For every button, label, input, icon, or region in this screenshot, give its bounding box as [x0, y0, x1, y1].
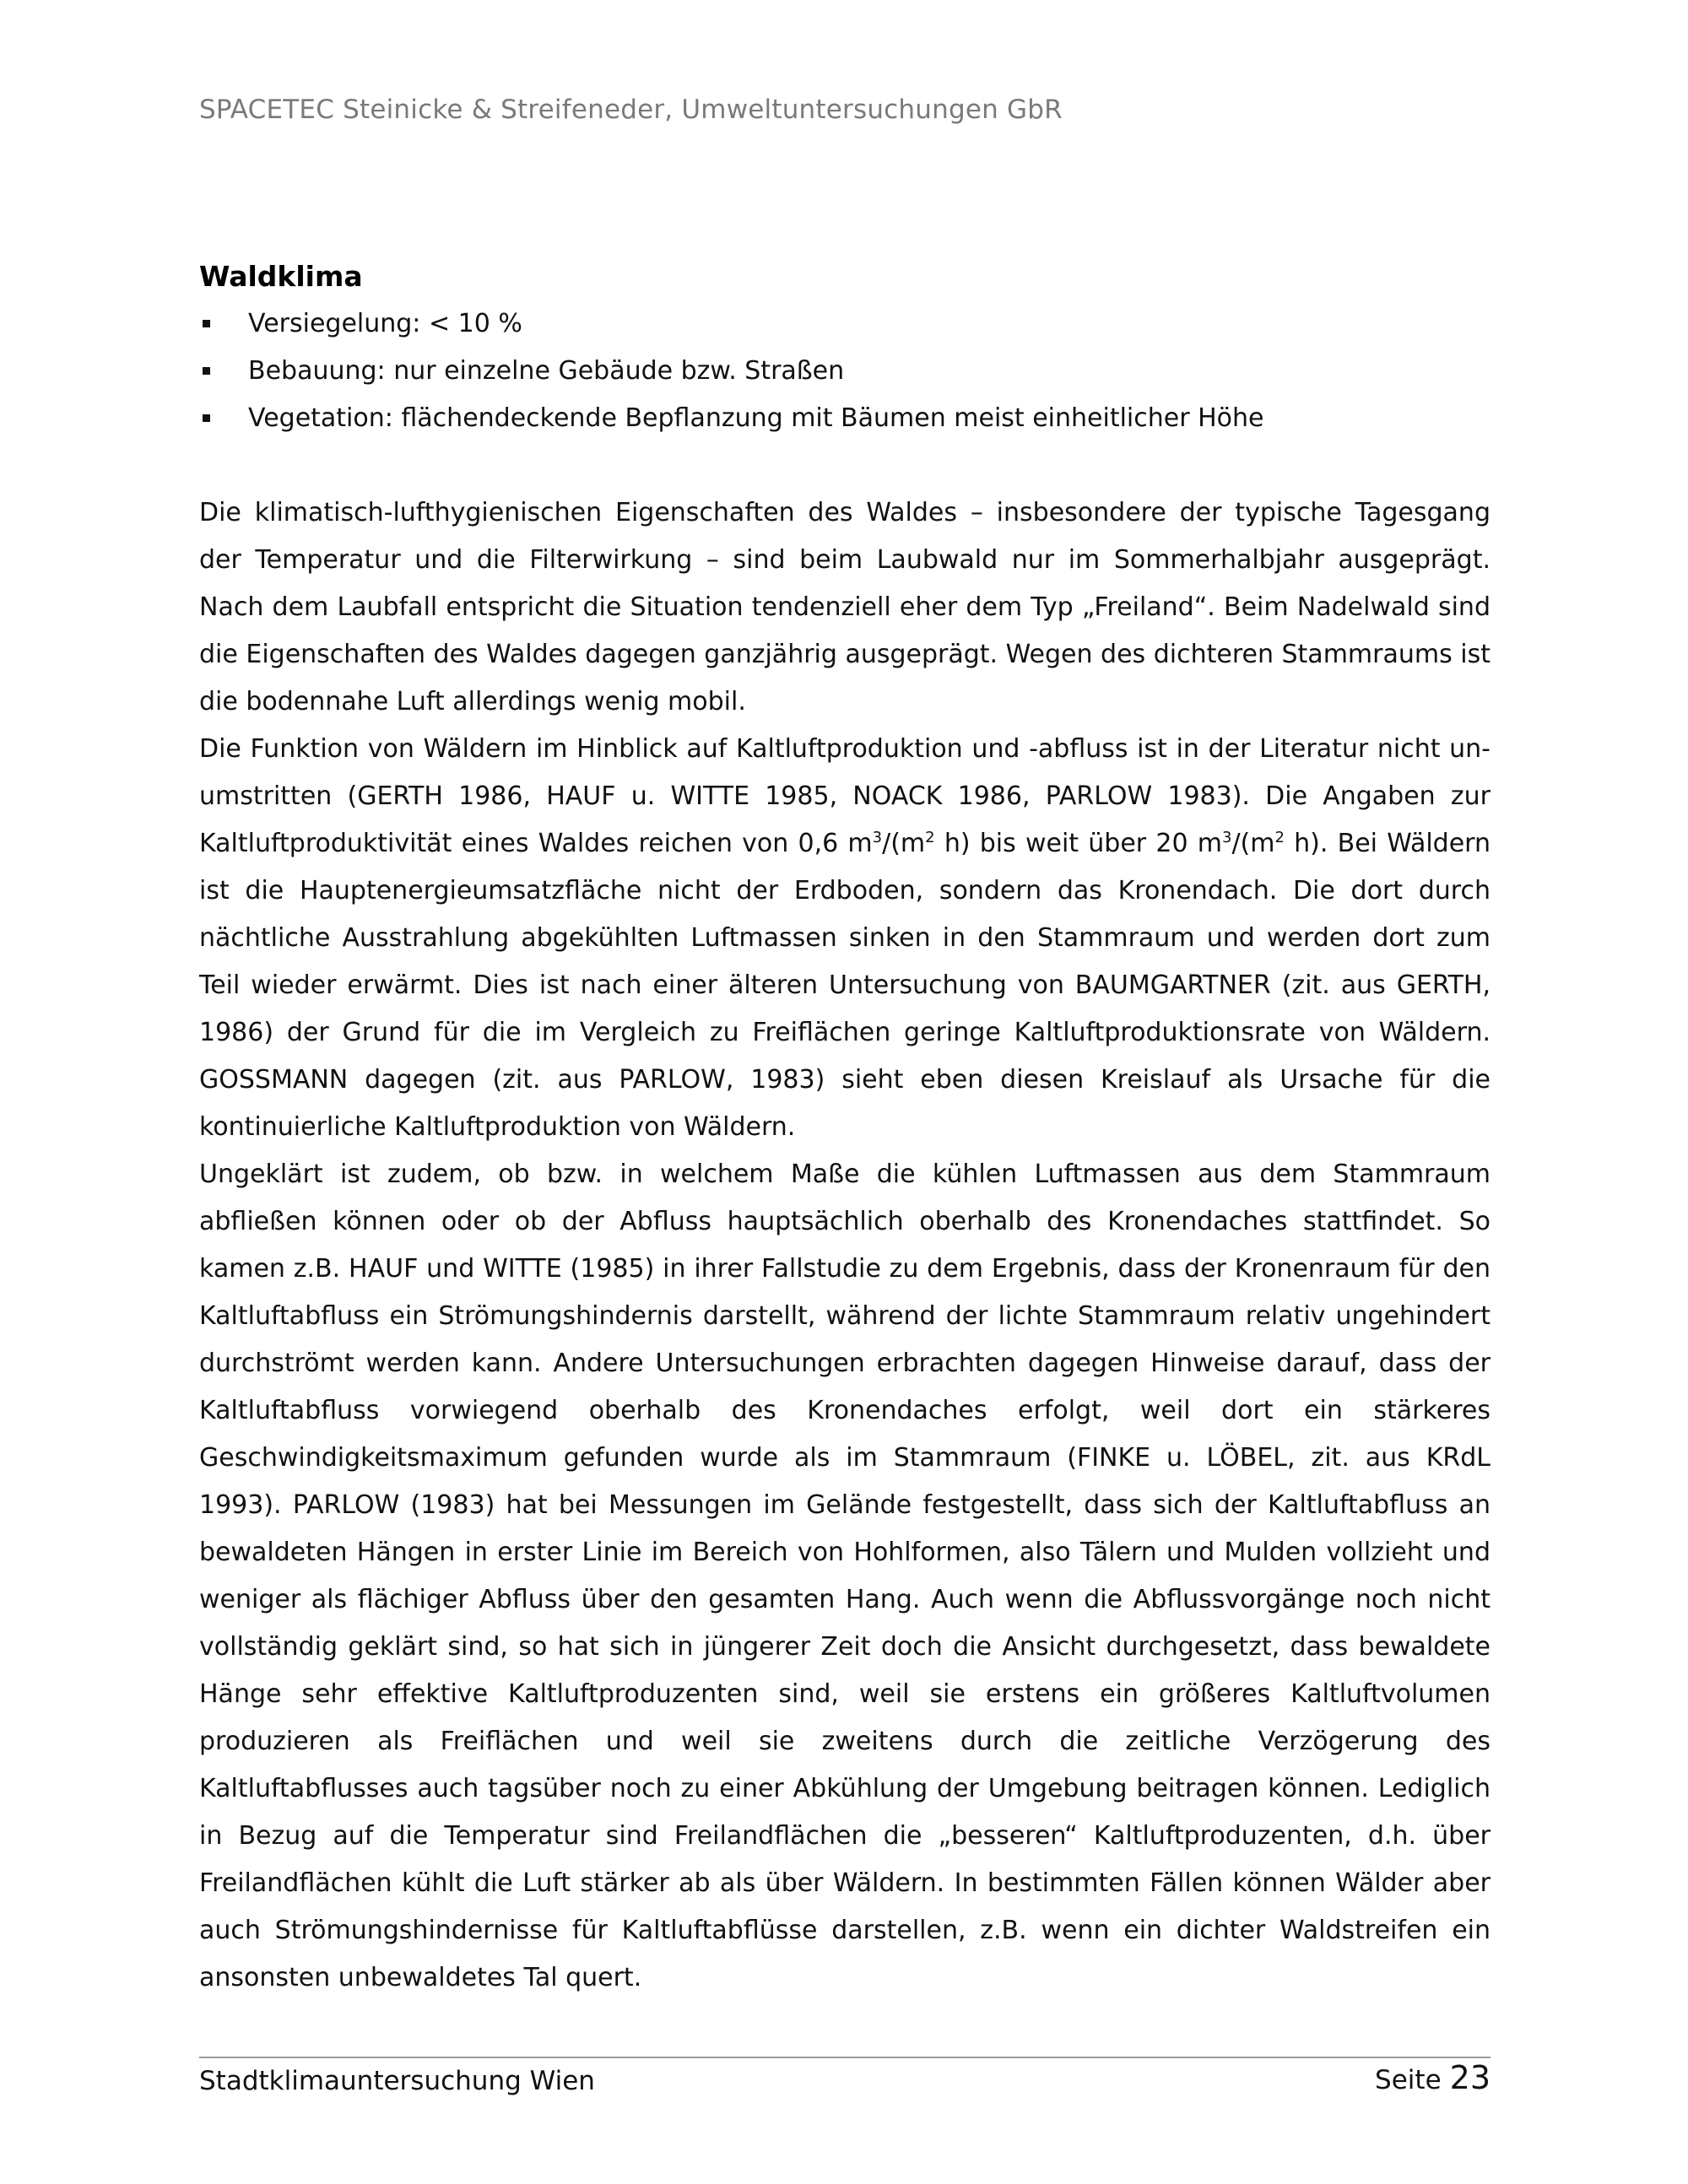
bullet-item — [199, 300, 1491, 348]
page-number-value: 23 — [1449, 2059, 1491, 2096]
bullet-text: Bebauung: nur einzelne Gebäude bzw. Straßen — [248, 356, 845, 386]
paragraph-cold-air-production: Die Funktion von Wäldern im Hinblick auf Kaltluftproduktion und -abfluss ist in der Literatur nicht unumstritten (GERTH 1986, HAUF u. WITTE 1985, NOACK 1986, PARLOW 1983). Die Angaben zur Kaltluftproduktivität eines Waldes reichen von 0,6 $m^3/(m^2$ h) bis weit über 20 $m^3/(m^2$ h). Bei Wäldern ist die Hauptenergieumsatzfläche nicht der Erdboden, sondern das Kronendach. Die dort durch nächtliche Ausstrahlung abgekühlten Luftmassen sinken in den Stammraum und werden dort zum Teil wieder erwärmt. Dies ist nach einer älteren Untersuchung von BAUMGARTNER (zit. aus GERTH, 1986) der Grund für die im Vergleich zu Freiflächen geringe Kaltluftproduktionsrate von Wäldern. GOSSMANN dagegen (zit. aus PARLOW, 1983) sieht eben diesen Kreislauf als Ursache für die kontinuierliche Kaltluftproduktion von Wäldern. — [199, 734, 1491, 1142]
page-content — [199, 253, 1491, 2002]
paragraph-cold-air-outflow: Ungeklärt ist zudem, ob bzw. in welchem Maße die kühlen Luftmassen aus dem Stammraum abfließen können oder ob der Abfluss hauptsächlich oberhalb des Kronendaches stattfindet. So kamen z.B. HAUF und WITTE (1985) in ihrer Fallstudie zu dem Ergebnis, dass der Kronenraum für den Kaltluftabfluss ein Strömungshindernis darstellt, während der lichte Stammraum relativ ungehindert durchströmt werden kann. Andere Untersuchungen erbrachten dagegen Hinweise darauf, dass der Kaltluftabfluss vorwiegend oberhalb des Kronendaches erfolgt, weil dort ein stärkeres Geschwindigkeitsmaximum gefunden wurde als im Stammraum (FINKE u. LÖBEL, zit. aus KRdL 1993). PARLOW (1983) hat bei Messungen im Gelände festgestellt, dass sich der Kaltluftabfluss an bewaldeten Hängen in erster Linie im Bereich von Hohlformen, also Tälern und Mulden vollzieht und weniger als flächiger Abfluss über den gesamten Hang. Auch wenn die Abflussvorgänge noch nicht vollständig geklärt sind, so hat sich in jüngerer Zeit doch die Ansicht durchgesetzt, dass bewaldete Hänge sehr effektive Kaltluftproduzenten sind, weil sie erstens ein größeres Kaltluftvolumen produzieren als Freiflächen und weil sie zweitens durch die zeitliche Verzögerung des Kaltluftabflusses auch tagsüber noch zu einer Abkühlung der Umgebung beitragen können. Lediglich in Bezug auf die Temperatur sind Freilandflächen die „besseren“ Kaltluftproduzenten, d.h. über Freilandflächen kühlt die Luft stärker ab als über Wäldern. In bestimmten Fällen können Wälder aber auch Strömungshindernisse für Kaltluftabflüsse darstellen, z.B. wenn ein dichter Waldstreifen ein ansonsten unbewaldetes Tal quert. — [199, 1160, 1491, 1992]
square-bullet-icon — [203, 320, 210, 327]
page-number — [1375, 2059, 1491, 2096]
paragraph-forest-properties: Die klimatisch-lufthygienischen Eigenschaften des Waldes – insbesondere der typische Tagesgang der Temperatur und die Filterwirkung – sind beim Laubwald nur im Sommerhalbjahr ausgeprägt. Nach dem Laubfall entspricht die Situation tendenziell eher dem Typ „Freiland“. Beim Nadelwald sind die Eigenschaften des Waldes dagegen ganzjährig ausgeprägt. Wegen des dichteren Stammraums ist die bodennahe Luft allerdings wenig mobil. — [199, 498, 1491, 716]
bullet-item — [199, 348, 1491, 395]
section-heading: Waldklima — [199, 260, 363, 293]
footer-divider — [199, 2057, 1491, 2058]
bullet-text: Versiegelung: < 10 % — [248, 309, 522, 338]
bullet-list — [199, 300, 1491, 442]
bullet-item — [199, 395, 1491, 442]
square-bullet-icon — [203, 414, 210, 422]
body-text — [199, 489, 1491, 2002]
footer-document-title: Stadtklimauntersuchung Wien — [199, 2066, 595, 2096]
page-label: Seite — [1375, 2065, 1442, 2095]
running-header: SPACETEC Steinicke & Streifeneder, Umweltuntersuchungen GbR — [199, 95, 1063, 125]
bullet-text: Vegetation: flächendeckende Bepflanzung mit Bäumen meist einheitlicher Höhe — [248, 403, 1264, 433]
square-bullet-icon — [203, 367, 210, 375]
